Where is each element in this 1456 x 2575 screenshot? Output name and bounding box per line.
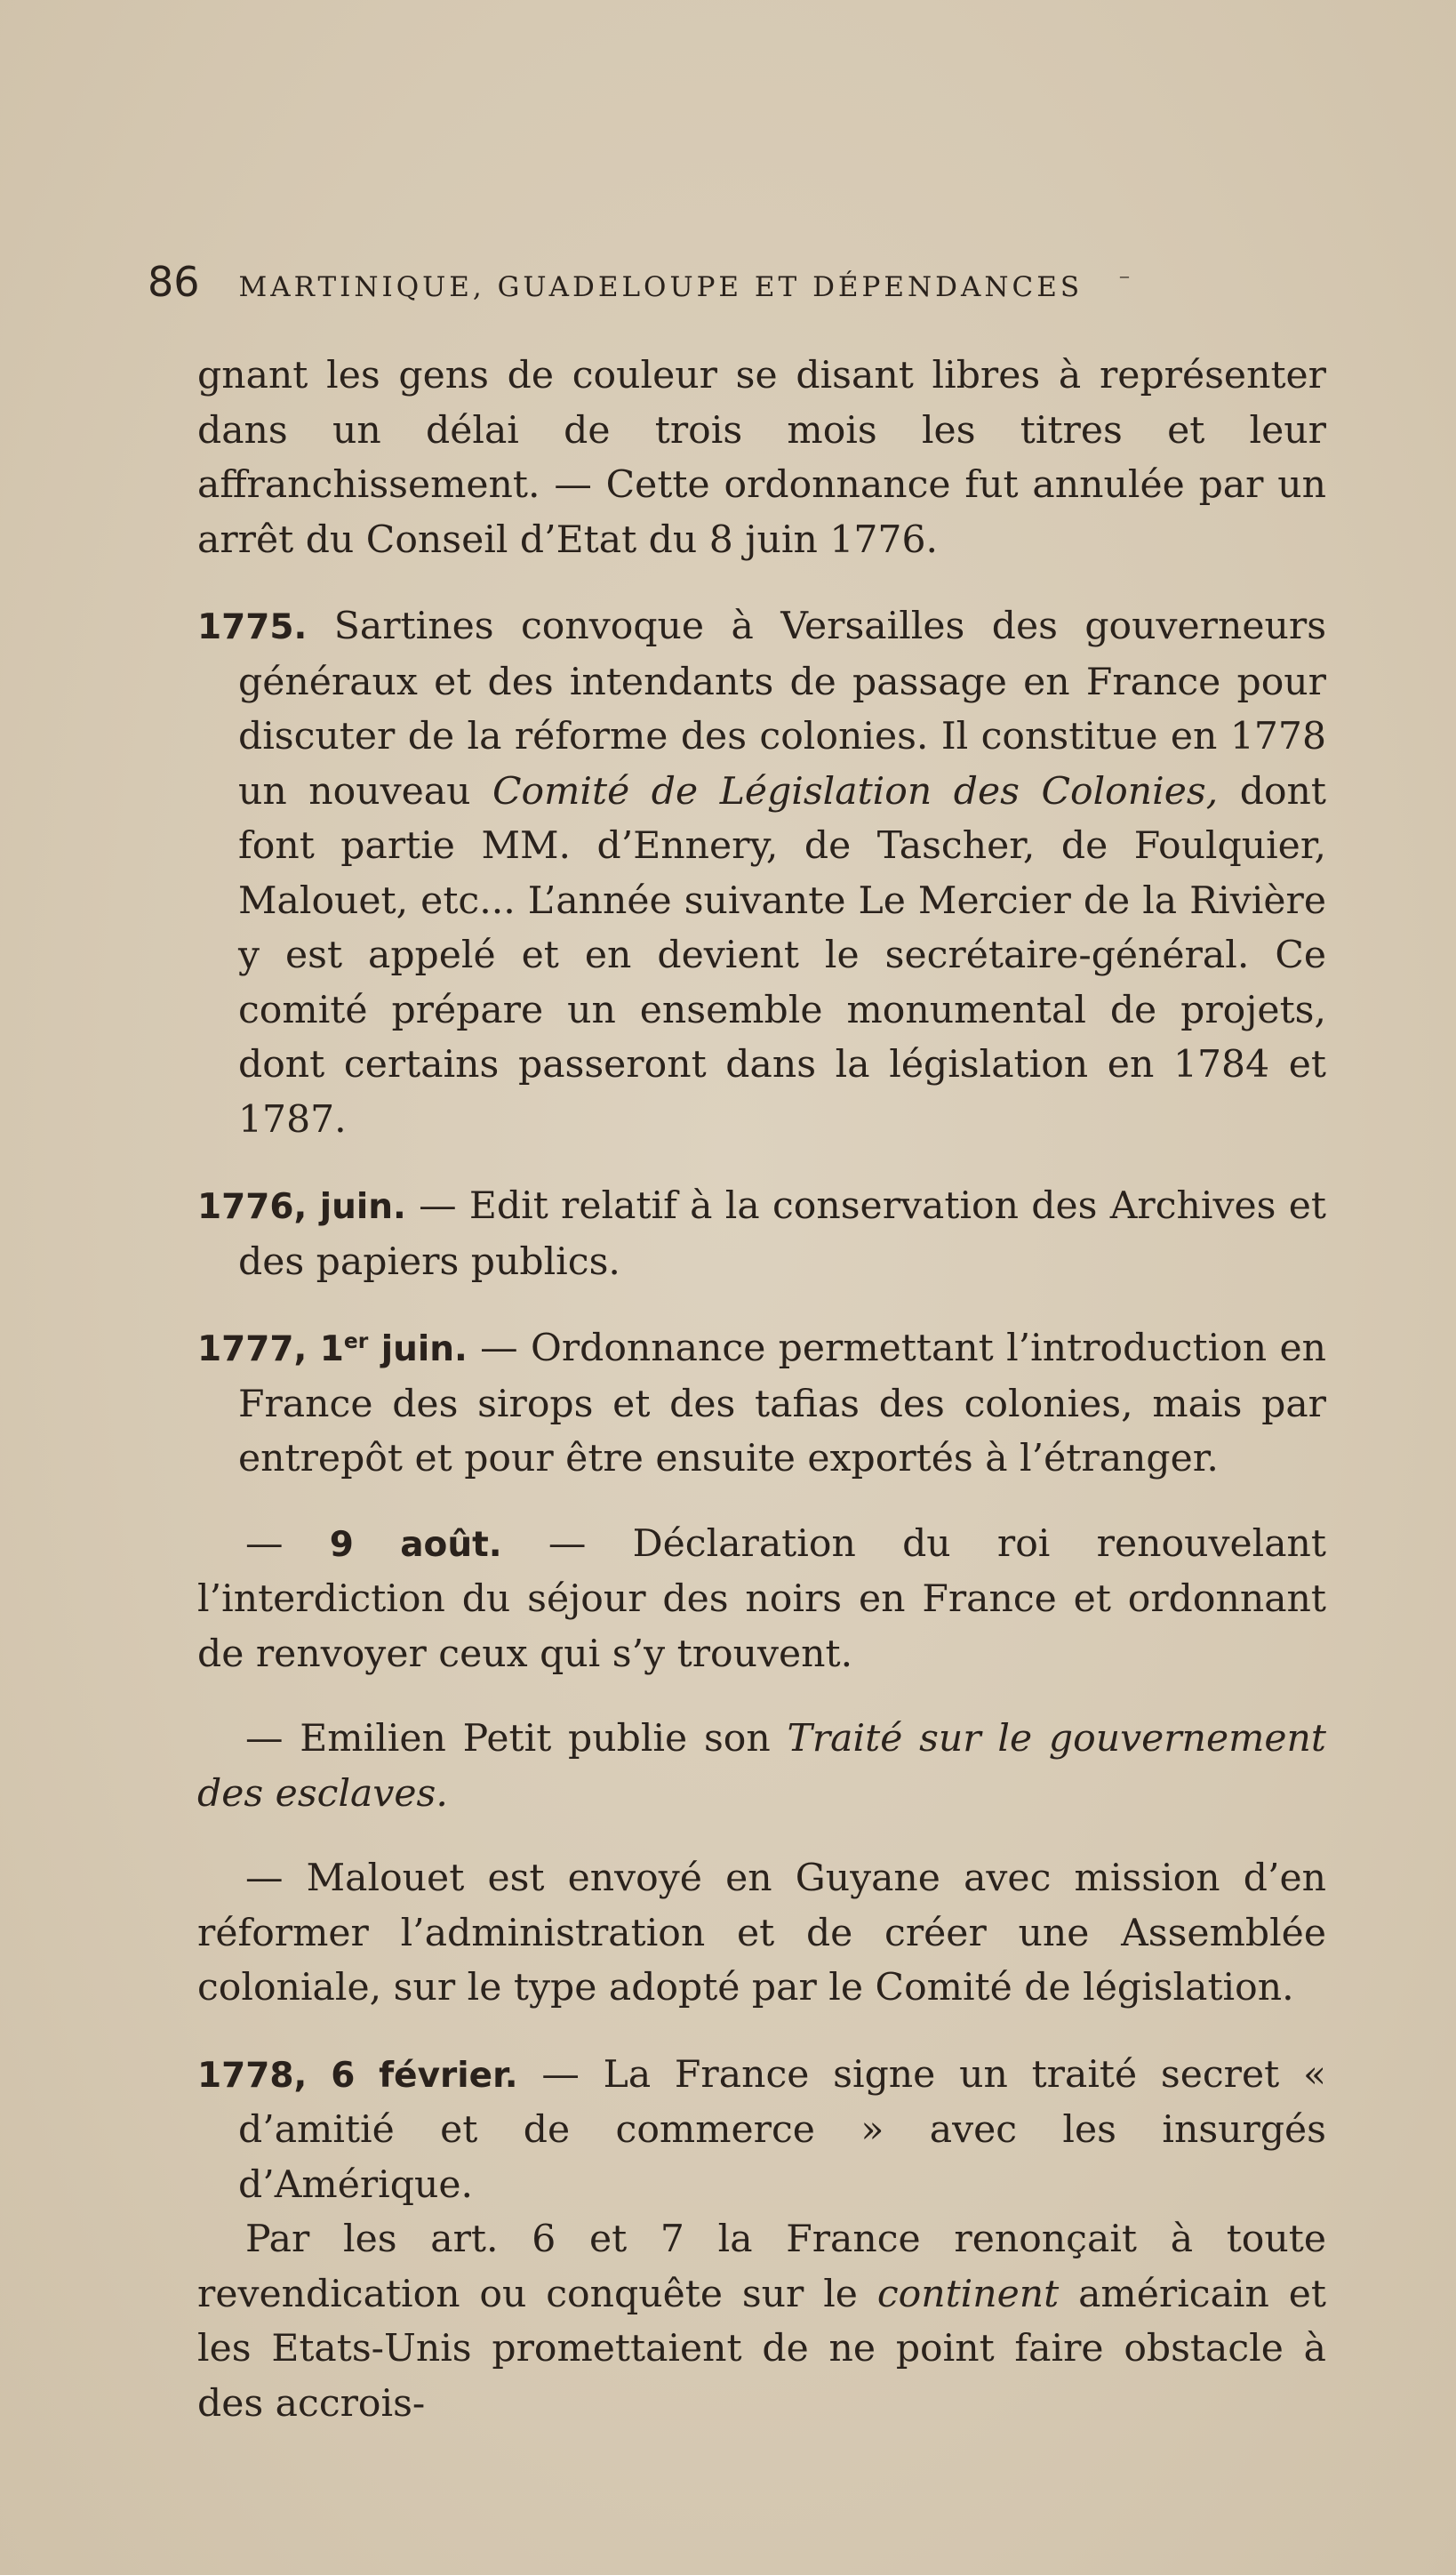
entry-date xyxy=(197,1329,468,1369)
entry-date: 1776, juin. xyxy=(197,1187,406,1227)
entry-text: Par les art. 6 et 7 la France renonçait à toute revendication ou conquête sur le xyxy=(197,2218,1326,2316)
entry-text: dont font partie MM. d’Ennery, de Tascher, de Foulquier, Malouet, etc... L’année suivante Le Mercier de la Rivière y est appelé et en devient le secrétaire-général. Ce comité prépare un ensemble monumental de projets, dont certains passeront dans la législation en 1784 et 1787. xyxy=(238,769,1326,1142)
entry-italic: Traité sur le gouvernement des esclaves. xyxy=(197,1717,1326,1816)
entry-1777 xyxy=(197,1321,1326,1487)
entry-italic: Comité de Législation des Colonies, xyxy=(492,769,1219,814)
entry-articles xyxy=(197,2212,1326,2431)
entry-date-part: 1777, 1 xyxy=(197,1329,344,1369)
page-number: 86 xyxy=(148,258,200,306)
entry-date: 1775. xyxy=(197,607,308,647)
entry-date: 1778, 6 février. xyxy=(197,2055,518,2096)
header-mark: ⁻ xyxy=(1118,269,1131,295)
page-header xyxy=(148,258,1330,320)
body-text xyxy=(197,349,1326,2431)
entry-1778 xyxy=(197,2048,1326,2213)
entry-italic: continent xyxy=(876,2272,1060,2316)
running-title: MARTINIQUE, GUADELOUPE ET DÉPENDANCES xyxy=(238,271,1084,303)
entry-text: — Déclaration du roi renouvelant l’interdiction du séjour des noirs en France et ordonnant de renvoyer ceux qui s’y trouvent. xyxy=(197,1521,1326,1676)
entry-prefix: — xyxy=(245,1521,330,1566)
entry-text: américain et les Etats-Unis promettaient de ne point faire obstacle à des accrois- xyxy=(197,2272,1326,2426)
entry-date: 9 août. xyxy=(329,1524,502,1565)
entry-9-aout xyxy=(197,1517,1326,1682)
entry-text: — Ordonnance permettant l’introduction en France des sirops et des tafias des colonies, mais par entrepôt et pour être ensuite exportés à l’étranger. xyxy=(238,1327,1327,1480)
entry-text: — La France signe un traité secret « d’amitié et de commerce » avec les insurgés d’Amérique. xyxy=(238,2052,1326,2207)
entry-date-superscript: er xyxy=(343,1328,369,1353)
entry-emilien-petit xyxy=(197,1712,1326,1821)
entry-1776 xyxy=(197,1179,1326,1289)
entry-malouet: — Malouet est envoyé en Guyane avec mission d’en réformer l’administration et de créer une Assemblée coloniale, sur le type adopté par le Comité de législation. xyxy=(197,1857,1326,2009)
entry-date-part: juin. xyxy=(368,1329,468,1369)
entry-text: Sartines convoque à Versailles des gouverneurs généraux et des intendants de passage en France pour discuter de la réforme des colonies. Il constitue en 1778 un nouveau xyxy=(238,605,1326,814)
entry-text: — Emilien Petit publie son xyxy=(245,1717,788,1761)
paragraph-continuation: gnant les gens de couleur se disant libres à représenter dans un délai de trois mois les titres et leur affranchissement. — Cette ordonnance fut annulée par un arrêt du Conseil d’Etat du 8 juin 1776. xyxy=(197,354,1326,562)
entry-1775 xyxy=(197,599,1326,1147)
entry-text: — Edit relatif à la conservation des Archives et des papiers publics. xyxy=(238,1184,1326,1284)
